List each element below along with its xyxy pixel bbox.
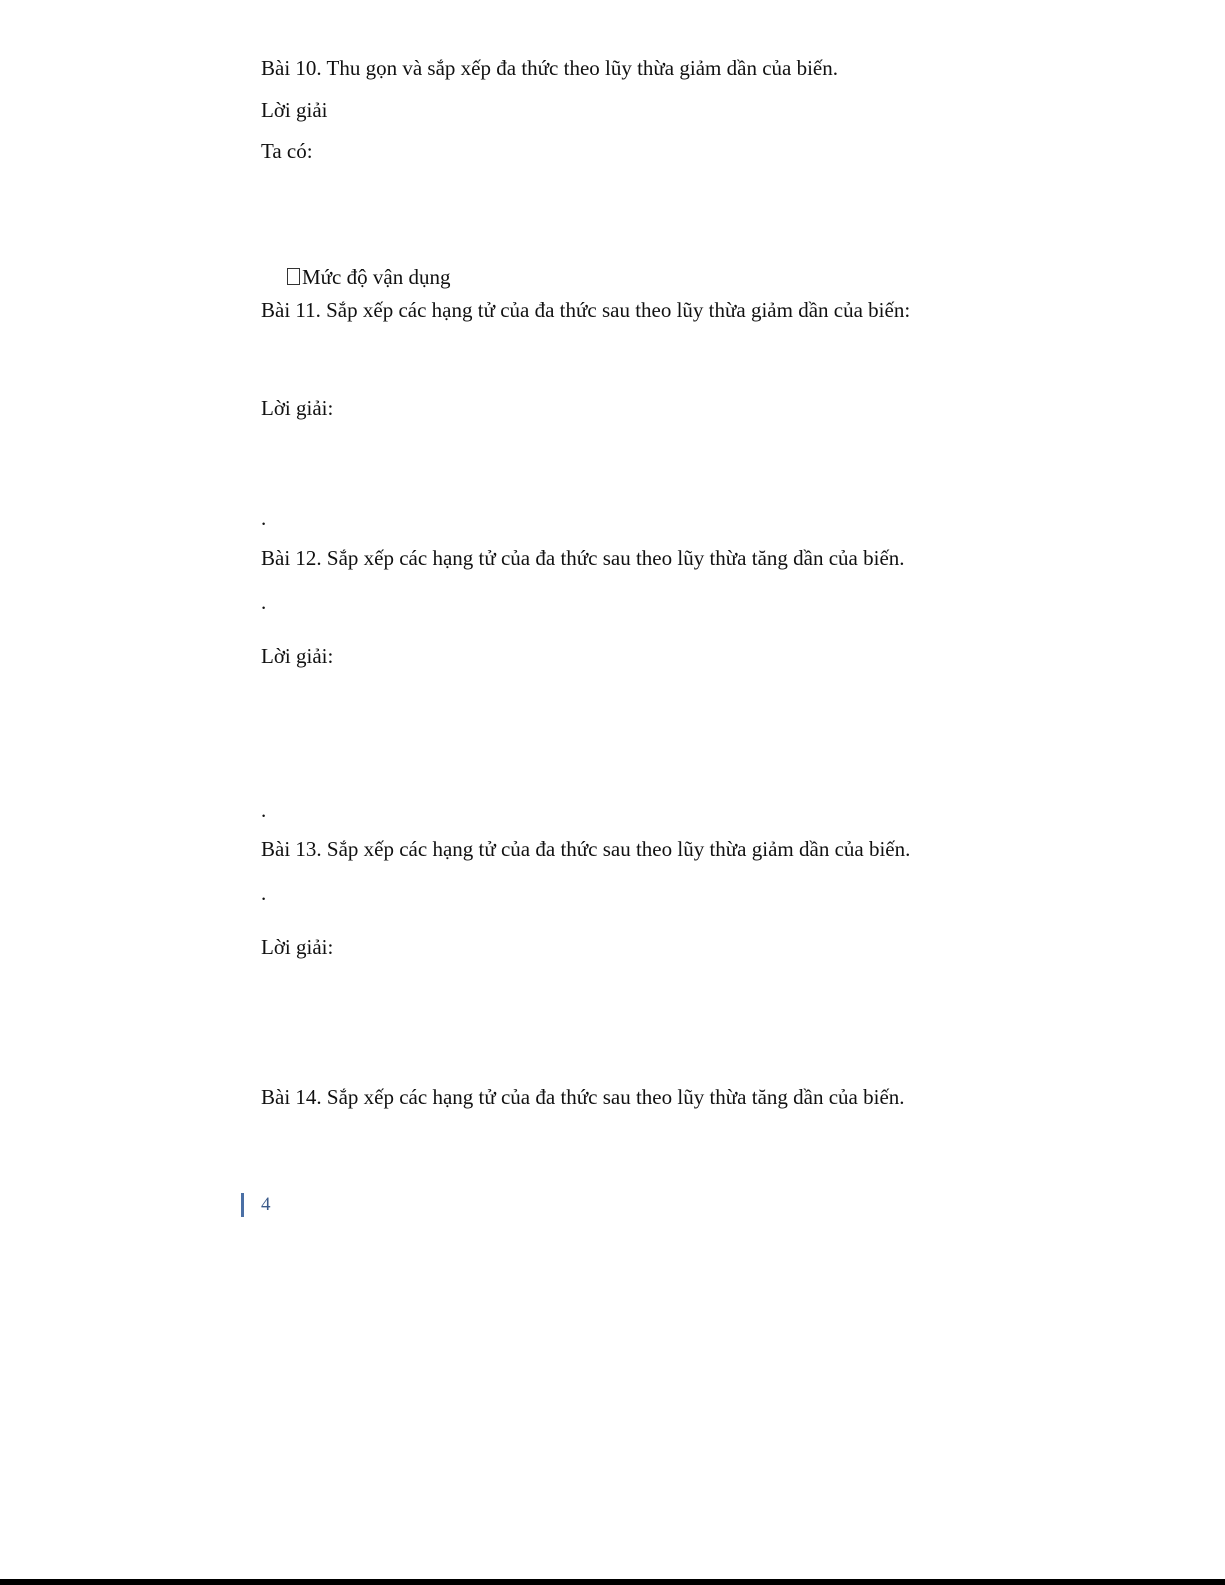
exercise-13-solution-label: Lời giải:	[261, 935, 334, 959]
exercise-11-dot: .	[261, 506, 267, 530]
level-heading-text: Mức độ vận dụng	[302, 265, 451, 289]
exercise-14-title: Bài 14. Sắp xếp các hạng tử của đa thức sau theo lũy thừa tăng dần của biến.	[261, 1085, 905, 1109]
exercise-12-dot-after: .	[261, 798, 267, 822]
page-bottom-border	[0, 1579, 1225, 1585]
exercise-11-solution-label: Lời giải:	[261, 396, 334, 420]
exercise-12-dot: .	[261, 590, 267, 614]
exercise-12-solution-label: Lời giải:	[261, 644, 334, 668]
exercise-13-title: Bài 13. Sắp xếp các hạng tử của đa thức sau theo lũy thừa giảm dần của biến.	[261, 837, 911, 861]
level-heading	[287, 264, 450, 290]
exercise-12-title: Bài 12. Sắp xếp các hạng tử của đa thức sau theo lũy thừa tăng dần của biến.	[261, 546, 905, 570]
exercise-10-title: Bài 10. Thu gọn và sắp xếp đa thức theo lũy thừa giảm dần của biến.	[261, 56, 838, 80]
exercise-10-solution-label: Lời giải	[261, 98, 328, 122]
exercise-11-title: Bài 11. Sắp xếp các hạng tử của đa thức sau theo lũy thừa giảm dần của biến:	[261, 298, 911, 322]
exercise-13-dot: .	[261, 881, 267, 905]
checkbox-glyph-icon	[287, 268, 300, 285]
exercise-10-intro: Ta có:	[261, 139, 313, 163]
page-number: 4	[241, 1193, 271, 1217]
